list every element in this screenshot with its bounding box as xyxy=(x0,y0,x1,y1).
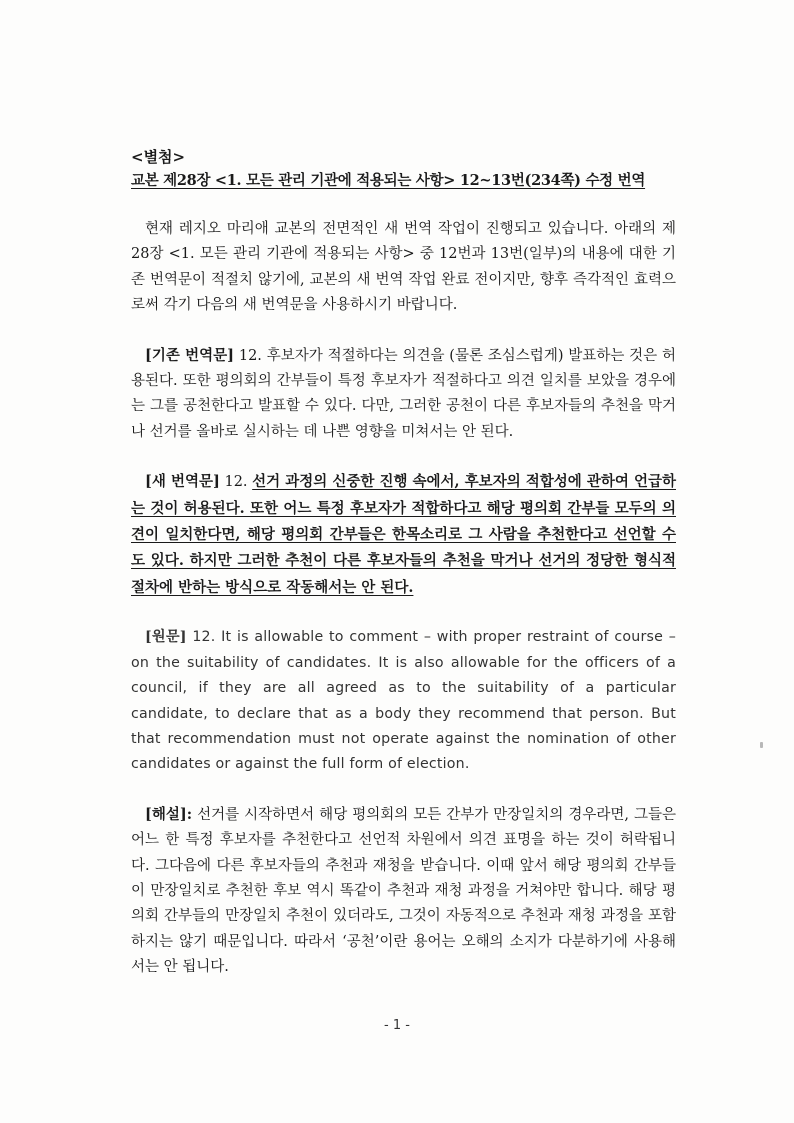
original-label: [원문] xyxy=(145,629,187,646)
old-translation-label: [기존 번역문] xyxy=(145,346,235,364)
commentary-paragraph xyxy=(131,802,676,981)
document-title: 교본 제28장 <1. 모든 관리 기관에 적용되는 사항> 12~13번(234쪽) 수정 번역 xyxy=(131,172,646,189)
page-number: - 1 - xyxy=(384,1018,410,1033)
new-translation-label: [새 번역문] xyxy=(145,473,220,491)
new-translation-paragraph xyxy=(131,469,676,601)
old-translation-paragraph xyxy=(131,343,676,446)
commentary-label: [해설]: xyxy=(145,805,193,823)
original-text-paragraph xyxy=(131,625,676,777)
old-translation-text: 12. 후보자가 적절하다는 의견을 (물론 조심스럽게) 발표하는 것은 허용된다. 또한 평의회의 간부들이 특정 후보자가 적절하다고 의견 일치를 보았을 경우에는 그를 공천한다고 발표할 수 있다. 다만, 그러한 공천이 다른 후보자들의 추천을 막거나 선거를 올바로 실시하는 데 나쁜 영향을 미쳐서는 안 된다. xyxy=(131,347,676,440)
commentary-text: 선거를 시작하면서 해당 평의회의 모든 간부가 만장일치의 경우라면, 그들은 어느 한 특정 후보자를 추천한다고 선언적 차원에서 의견 표명을 하는 것이 허락됩니다. 그다음에 다른 후보자들의 추천과 재청을 받습니다. 이때 앞서 해당 평의회 간부들이 만장일치로 추천한 후보 역시 똑같이 추천과 재청 과정을 거쳐야만 합니다. 해당 평의회 간부들의 만장일치 추천이 있더라도, 그것이 자동적으로 추천과 재청 과정을 포함하지는 않기 때문입니다. 따라서 ‘공천’이란 용어는 오해의 소지가 다분하기에 사용해서는 안 됩니다. xyxy=(131,806,677,976)
intro-paragraph: 현재 레지오 마리애 교본의 전면적인 새 번역 작업이 진행되고 있습니다. 아래의 제28장 <1. 모든 관리 기관에 적용되는 사항> 중 12번과 13번(일부)의 내용에 대한 기존 번역문이 적절치 않기에, 교본의 새 번역 작업 완료 전이지만, 향후 즉각적인 효력으로써 각기 다음의 새 번역문을 사용하시기 바랍니다. xyxy=(131,221,676,314)
original-text: 12. It is allowable to comment – with proper restraint of course – on the suitability of candidates. It is also allowable for the officers of a council, if they are all agreed as to the suitability of a particular candidate, to declare that as a body they recommend that person. But that recommendation must not operate against the nomination of other candidates or against the full form of election. xyxy=(131,629,676,773)
attachment-tag: <별첨> xyxy=(131,148,186,166)
new-translation-text: 선거 과정의 신중한 진행 속에서, 후보자의 적합성에 관하여 언급하는 것이 허용된다. 또한 어느 특정 후보자가 적합하다고 해당 평의회 간부들 모두의 의견이 일치한다면, 해당 평의회 간부들은 한목소리로 그 사람을 추천한다고 선언할 수도 있다. 하지만 그러한 추천이 다른 후보자들의 추천을 막거나 선거의 정당한 형식적 절차에 반하는 방식으로 작동해서는 안 된다. xyxy=(131,473,676,596)
new-translation-number: 12. xyxy=(224,474,248,491)
document-body xyxy=(131,145,676,981)
scan-mark xyxy=(760,742,763,748)
